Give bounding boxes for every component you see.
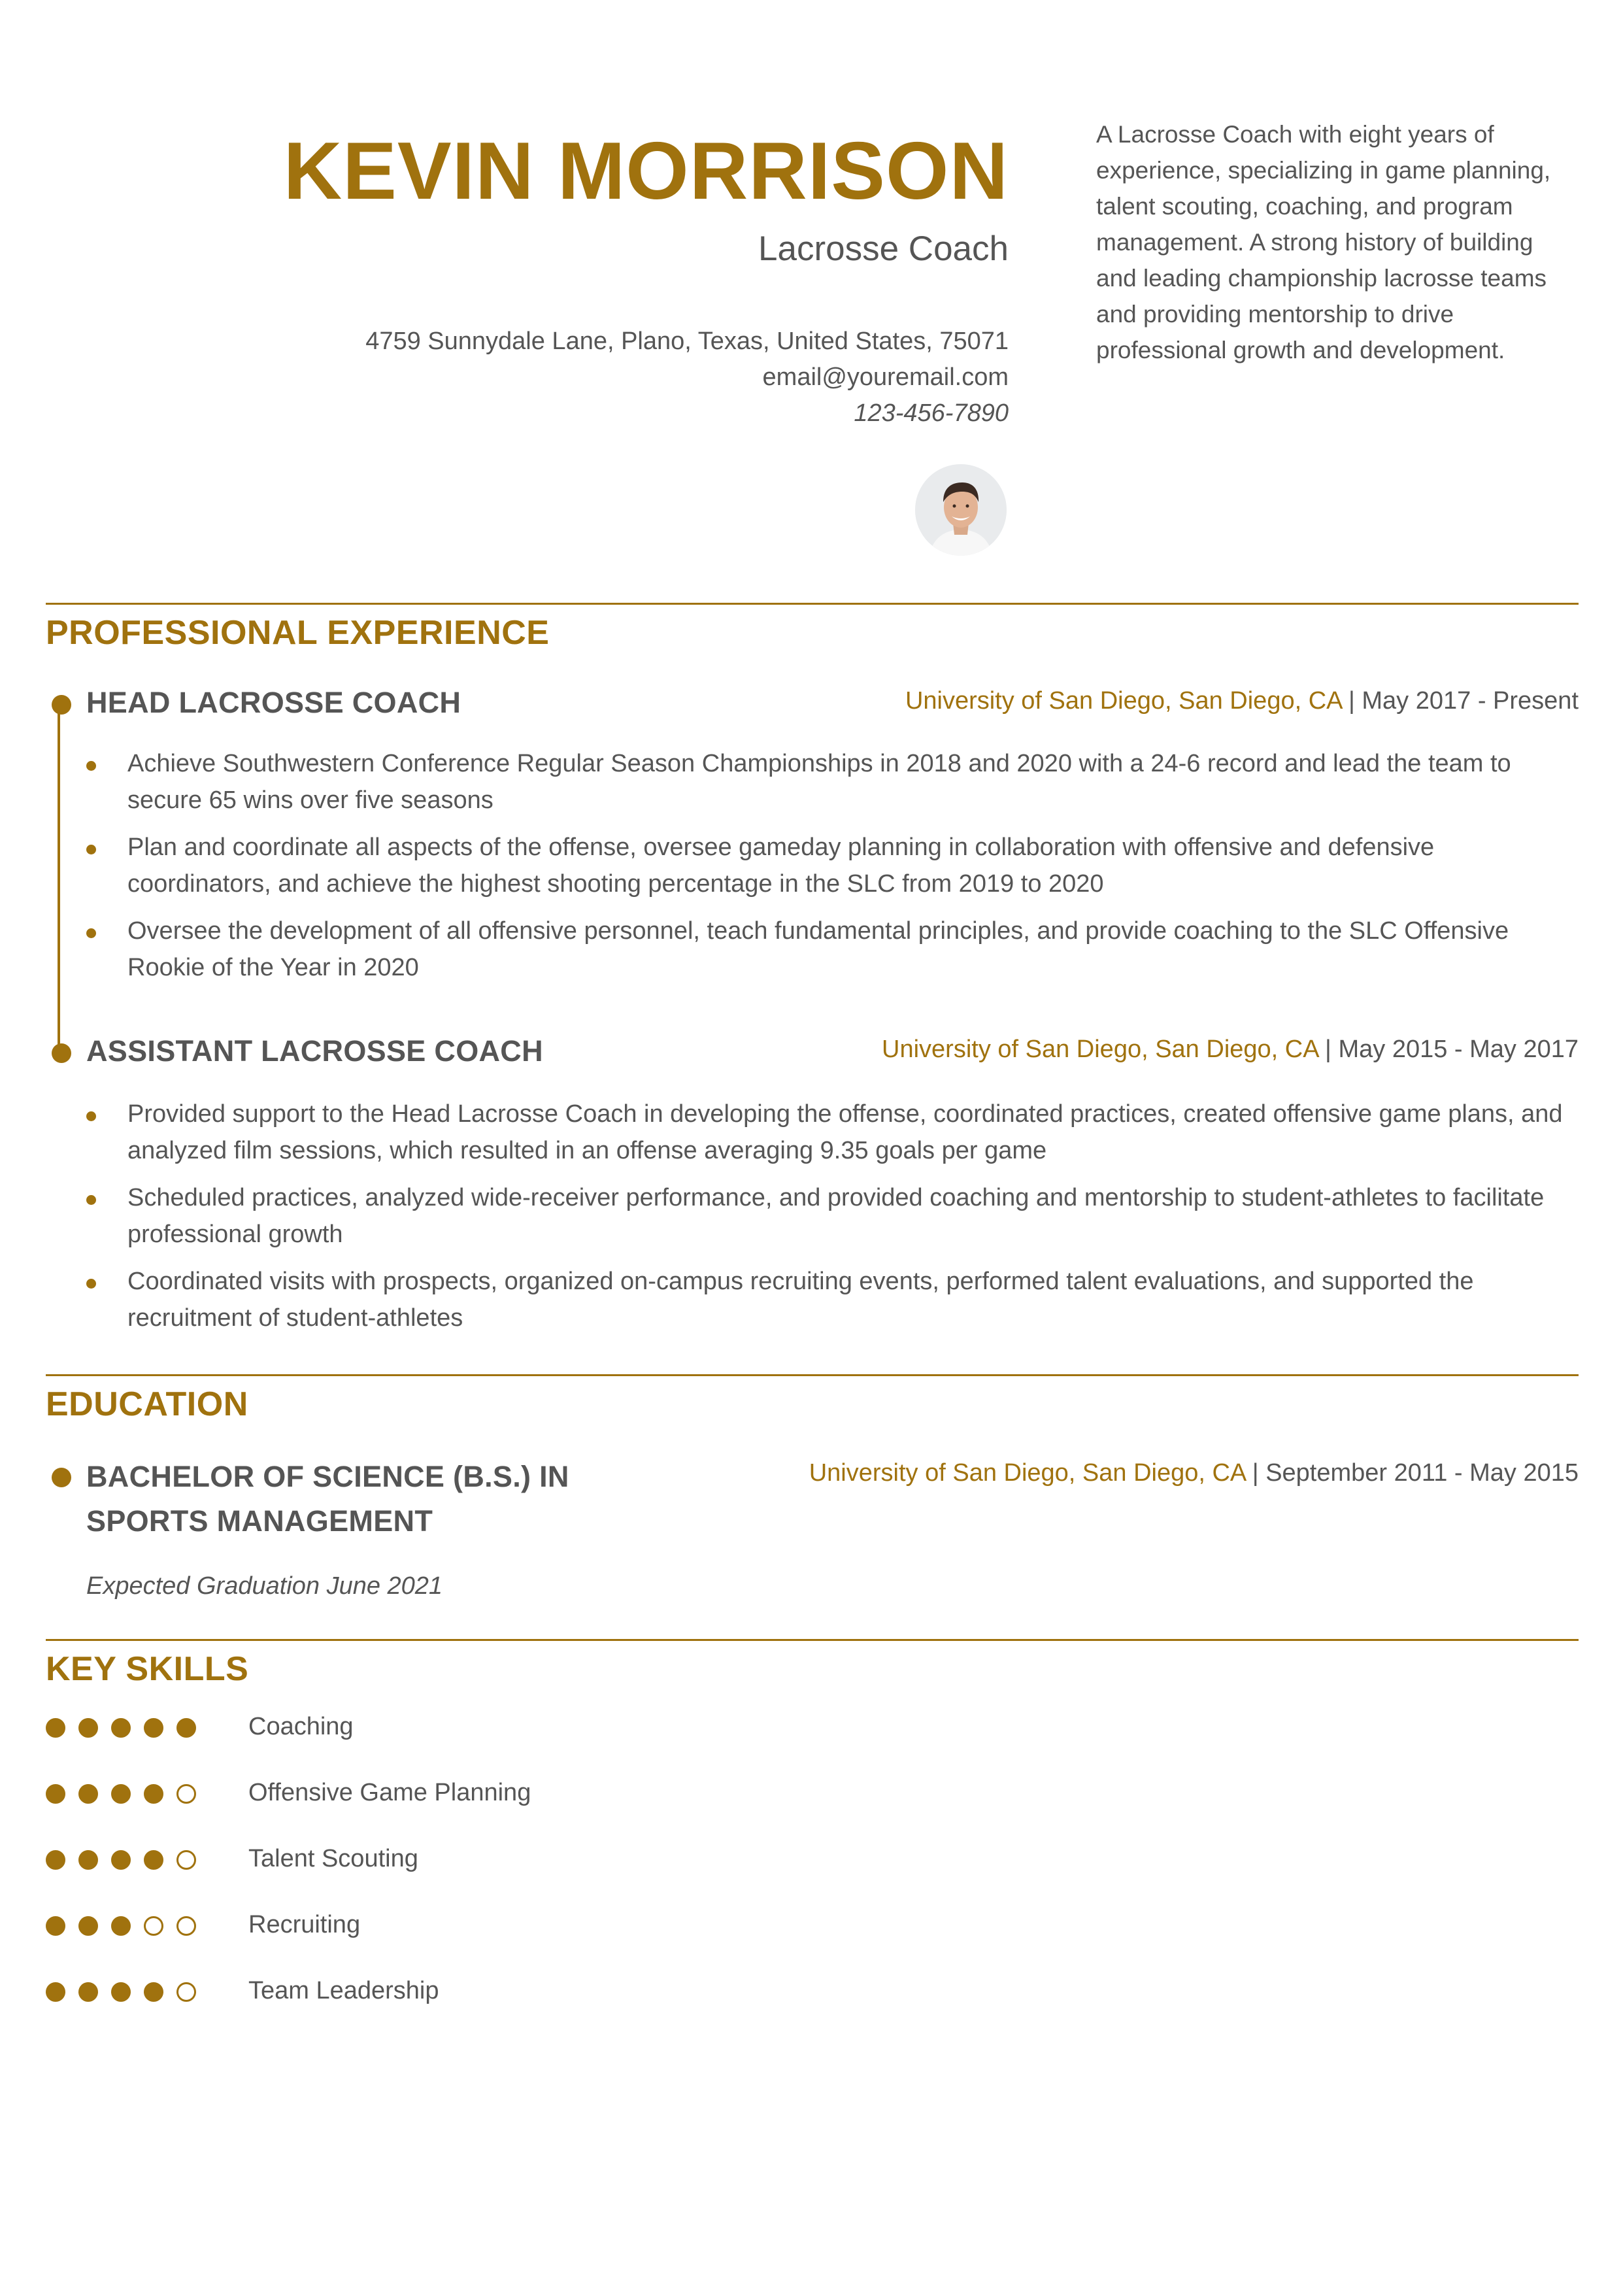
job-dates: May 2017 - Present [1362, 687, 1579, 715]
rating-dot-empty [176, 1850, 196, 1870]
list-item: Plan and coordinate all aspects of the offense, oversee gameday planning in collaboration with offensive and defensive coordinators, and achieve the highest shooting percentage in the SLC from 2019 to 2020 [82, 829, 1565, 902]
rating-dot-filled [144, 1718, 163, 1738]
job-entry-meta [905, 687, 1579, 715]
separator: | [1318, 1036, 1339, 1063]
rating-dot-filled [111, 1718, 131, 1738]
phone[interactable]: 123-456-7890 [854, 399, 1009, 427]
rating-dot-filled [144, 1850, 163, 1870]
skill-label: Team Leadership [248, 1977, 439, 2004]
job-bullets [82, 1096, 1565, 1347]
school: University of San Diego, San Diego, CA [809, 1459, 1246, 1487]
graduation-note: Expected Graduation June 2021 [86, 1572, 443, 1600]
resume-header [0, 98, 1623, 582]
job-entry-title: ASSISTANT LACROSSE COACH [86, 1034, 543, 1068]
rating-dot-filled [78, 1850, 98, 1870]
skill-label: Recruiting [248, 1911, 361, 1938]
rating-dot-filled [176, 1718, 196, 1738]
rating-dot-filled [111, 1784, 131, 1804]
skill-row [46, 1845, 830, 1878]
address: 4759 Sunnydale Lane, Plano, Texas, United States, 75071 [365, 328, 1009, 355]
separator: | [1341, 687, 1362, 715]
list-item: Oversee the development of all offensive personnel, teach fundamental principles, and provide coaching to the SLC Offensive Rookie of the Year in 2020 [82, 913, 1565, 986]
rating-dot-filled [111, 1916, 131, 1936]
rating-dot-filled [144, 1784, 163, 1804]
rating-dot-empty [176, 1784, 196, 1804]
education-heading: EDUCATION [46, 1385, 248, 1423]
candidate-name: KEVIN MORRISON [283, 126, 1009, 216]
rating-dot-filled [78, 1916, 98, 1936]
summary: A Lacrosse Coach with eight years of experience, specializing in game planning, talent scouting, coaching, and program management. A strong history of building and leading championship lacrosse teams and providing mentorship to drive professional growth and development. [1096, 121, 1551, 363]
degree-title: BACHELOR OF SCIENCE (B.S.) IN SPORTS MANAGEMENT [86, 1460, 569, 1538]
separator: | [1245, 1459, 1266, 1487]
list-item: Achieve Southwestern Conference Regular Season Championships in 2018 and 2020 with a 24-6 record and lead the team to secure 65 wins over five seasons [82, 745, 1565, 819]
rating-dot-empty [176, 1982, 196, 2002]
education-meta [809, 1459, 1579, 1487]
rating-dot-filled [46, 1718, 65, 1738]
list-item: Provided support to the Head Lacrosse Coach in developing the offense, coordinated practices, created offensive game plans, and analyzed film sessions, which resulted in an offense averaging 9.35 goals per game [82, 1096, 1565, 1169]
skill-row [46, 1713, 830, 1746]
skill-label: Talent Scouting [248, 1845, 418, 1872]
rating-dot-filled [46, 1784, 65, 1804]
rating-dot-filled [78, 1784, 98, 1804]
rating-dot-empty [144, 1916, 163, 1936]
job-entry-title: HEAD LACROSSE COACH [86, 686, 461, 719]
list-item: Coordinated visits with prospects, organized on-campus recruiting events, performed talent evaluations, and supported the recruitment of student-athletes [82, 1263, 1565, 1336]
rating-dot-filled [111, 1982, 131, 2002]
rating-dot-filled [144, 1982, 163, 2002]
rating-dot-filled [111, 1850, 131, 1870]
rating-dot-filled [46, 1850, 65, 1870]
rating-dot-filled [78, 1718, 98, 1738]
section-divider [46, 603, 1579, 605]
section-divider [46, 1374, 1579, 1376]
profile-photo-icon [915, 464, 1007, 556]
timeline-dot [52, 695, 71, 715]
job-bullets [82, 745, 1565, 996]
skills-heading: KEY SKILLS [46, 1650, 249, 1688]
contact-block [365, 324, 1009, 431]
skill-row [46, 1779, 830, 1812]
job-employer: University of San Diego, San Diego, CA [882, 1036, 1318, 1063]
avatar [915, 464, 1007, 556]
skill-label: Offensive Game Planning [248, 1779, 531, 1806]
skill-row [46, 1977, 830, 2010]
rating-dot-filled [78, 1982, 98, 2002]
list-item: Scheduled practices, analyzed wide-receiver performance, and provided coaching and mentorship to student-athletes to facilitate professional growth [82, 1179, 1565, 1253]
job-dates: May 2015 - May 2017 [1338, 1036, 1579, 1063]
education-dates: September 2011 - May 2015 [1265, 1459, 1579, 1487]
rating-dot-empty [176, 1916, 196, 1936]
skill-label: Coaching [248, 1713, 354, 1740]
timeline-dot [52, 1468, 71, 1487]
rating-dot-filled [46, 1982, 65, 2002]
job-employer: University of San Diego, San Diego, CA [905, 687, 1342, 715]
skill-row [46, 1911, 830, 1944]
timeline-dot [52, 1043, 71, 1063]
rating-dot-filled [46, 1916, 65, 1936]
experience-heading: PROFESSIONAL EXPERIENCE [46, 614, 550, 652]
email[interactable]: email@youremail.com [762, 363, 1009, 391]
job-entry-meta [882, 1036, 1579, 1064]
timeline-line [58, 709, 60, 1056]
job-title: Lacrosse Coach [758, 229, 1009, 268]
section-divider [46, 1639, 1579, 1641]
